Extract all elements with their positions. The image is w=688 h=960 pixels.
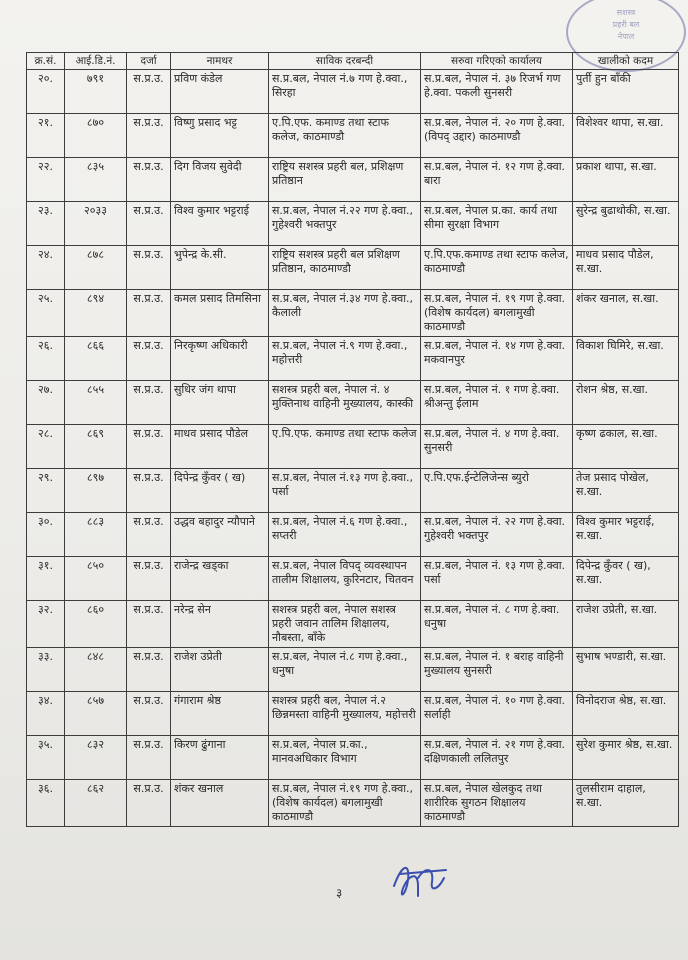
serial-cell: २८.	[27, 425, 65, 469]
rank-cell: स.प्र.उ.	[127, 469, 171, 513]
id-cell: ८६०	[65, 601, 127, 648]
serial-cell: २७.	[27, 381, 65, 425]
rank-cell: स.प्र.उ.	[127, 601, 171, 648]
name-cell: भुपेन्द्र के.सी.	[171, 246, 269, 290]
transferred-office-cell: स.प्र.बल, नेपाल नं. १ गण हे.क्वा. श्रीअन्तु ईलाम	[421, 381, 573, 425]
header-transferred-office: सरुवा गरिएको कार्यालय	[421, 53, 573, 70]
previous-post-cell: राष्ट्रिय सशस्त्र प्रहरी बल प्रशिक्षण प्रतिष्ठान, काठमाण्डौ	[269, 246, 421, 290]
vacancy-cell: विश्व कुमार भट्टराई, स.खा.	[573, 513, 679, 557]
stamp-line: प्रहरी बल	[612, 20, 640, 29]
name-cell: निरकृष्ण अधिकारी	[171, 337, 269, 381]
table-row	[27, 469, 679, 513]
header-serial: क्र.सं.	[27, 53, 65, 70]
page-number: ३	[336, 886, 343, 900]
transferred-office-cell: स.प्र.बल, नेपाल नं. १४ गण हे.क्वा. मकवानपुर	[421, 337, 573, 381]
header-previous-post: साविक दरबन्दी	[269, 53, 421, 70]
rank-cell: स.प्र.उ.	[127, 648, 171, 692]
serial-cell: २५.	[27, 290, 65, 337]
previous-post-cell: स.प्र.बल, नेपाल नं.६ गण हे.क्वा., सप्तरी	[269, 513, 421, 557]
id-cell: ८४८	[65, 648, 127, 692]
rank-cell: स.प्र.उ.	[127, 780, 171, 827]
vacancy-cell: विकाश घिमिरे, स.खा.	[573, 337, 679, 381]
table-row	[27, 158, 679, 202]
serial-cell: ३१.	[27, 557, 65, 601]
table-row	[27, 425, 679, 469]
name-cell: उद्धव बहादुर न्यौपाने	[171, 513, 269, 557]
vacancy-cell: पुर्ती हुन बाँकी	[573, 70, 679, 114]
table-row	[27, 246, 679, 290]
vacancy-cell: सुरेश कुमार श्रेष्ठ, स.खा.	[573, 736, 679, 780]
vacancy-cell: सुभाष भण्डारी, स.खा.	[573, 648, 679, 692]
transferred-office-cell: स.प्र.बल, नेपाल नं. १९ गण हे.क्वा. (विशेष कार्यदल) बगलामुखी काठमाण्डौ	[421, 290, 573, 337]
id-cell: ८९४	[65, 290, 127, 337]
rank-cell: स.प्र.उ.	[127, 202, 171, 246]
transferred-office-cell: स.प्र.बल, नेपाल नं. १ बराह वाहिनी मुख्यालय सुनसरी	[421, 648, 573, 692]
previous-post-cell: सशस्त्र प्रहरी बल, नेपाल सशस्त्र प्रहरी जवान तालिम शिक्षालय, नौबस्ता, बाँके	[269, 601, 421, 648]
table-row	[27, 202, 679, 246]
previous-post-cell: स.प्र.बल, नेपाल विपद् व्यवस्थापन तालीम शिक्षालय, कुरिनटार, चितवन	[269, 557, 421, 601]
table-row	[27, 337, 679, 381]
id-cell: ८७०	[65, 114, 127, 158]
rank-cell: स.प्र.उ.	[127, 381, 171, 425]
id-cell: ७९१	[65, 70, 127, 114]
rank-cell: स.प्र.उ.	[127, 337, 171, 381]
name-cell: नरेन्द्र सेन	[171, 601, 269, 648]
transferred-office-cell: स.प्र.बल, नेपाल प्र.का. कार्य तथा सीमा सुरक्षा विभाग	[421, 202, 573, 246]
transferred-office-cell: ए.पि.एफ.कमाण्ड तथा स्टाफ कलेज, काठमाण्डौ	[421, 246, 573, 290]
table-row	[27, 736, 679, 780]
table-row	[27, 290, 679, 337]
id-cell: ८५०	[65, 557, 127, 601]
name-cell: शंकर खनाल	[171, 780, 269, 827]
name-cell: प्रविण कंडेल	[171, 70, 269, 114]
serial-cell: २६.	[27, 337, 65, 381]
serial-cell: २३.	[27, 202, 65, 246]
rank-cell: स.प्र.उ.	[127, 557, 171, 601]
header-id: आई.डि.नं.	[65, 53, 127, 70]
serial-cell: २२.	[27, 158, 65, 202]
table-row	[27, 513, 679, 557]
transferred-office-cell: स.प्र.बल, नेपाल नं. ४ गण हे.क्वा. सुनसरी	[421, 425, 573, 469]
id-cell: ८३२	[65, 736, 127, 780]
serial-cell: ३६.	[27, 780, 65, 827]
vacancy-cell: विशेश्वर थापा, स.खा.	[573, 114, 679, 158]
name-cell: गंगाराम श्रेष्ठ	[171, 692, 269, 736]
vacancy-cell: दिपेन्द्र कुँवर ( ख), स.खा.	[573, 557, 679, 601]
vacancy-cell: विनोदराज श्रेष्ठ, स.खा.	[573, 692, 679, 736]
table-row	[27, 381, 679, 425]
serial-cell: ३४.	[27, 692, 65, 736]
serial-cell: ३२.	[27, 601, 65, 648]
id-cell: ८७८	[65, 246, 127, 290]
previous-post-cell: स.प्र.बल, नेपाल नं.१३ गण हे.क्वा., पर्सा	[269, 469, 421, 513]
previous-post-cell: ए.पि.एफ. कमाण्ड तथा स्टाफ कलेज	[269, 425, 421, 469]
id-cell: ८६६	[65, 337, 127, 381]
rank-cell: स.प्र.उ.	[127, 70, 171, 114]
table-row	[27, 601, 679, 648]
previous-post-cell: स.प्र.बल, नेपाल नं.३४ गण हे.क्वा., कैलाली	[269, 290, 421, 337]
previous-post-cell: स.प्र.बल, नेपाल प्र.का., मानवअधिकार विभाग	[269, 736, 421, 780]
header-rank: दर्जा	[127, 53, 171, 70]
vacancy-cell: माधव प्रसाद पौडेल, स.खा.	[573, 246, 679, 290]
previous-post-cell: स.प्र.बल, नेपाल नं.९ गण हे.क्वा., महोत्तरी	[269, 337, 421, 381]
id-cell: ८६२	[65, 780, 127, 827]
id-cell: ८६९	[65, 425, 127, 469]
rank-cell: स.प्र.उ.	[127, 290, 171, 337]
serial-cell: ३५.	[27, 736, 65, 780]
rank-cell: स.प्र.उ.	[127, 246, 171, 290]
previous-post-cell: सशस्त्र प्रहरी बल, नेपाल नं. ४ मुक्तिनाथ वाहिनी मुख्यालय, कास्की	[269, 381, 421, 425]
id-cell: २०३३	[65, 202, 127, 246]
previous-post-cell: स.प्र.बल, नेपाल नं.८ गण हे.क्वा., धनुषा	[269, 648, 421, 692]
rank-cell: स.प्र.उ.	[127, 425, 171, 469]
vacancy-cell: राजेश उप्रेती, स.खा.	[573, 601, 679, 648]
signature	[388, 856, 458, 908]
vacancy-cell: तेज प्रसाद पोखेल, स.खा.	[573, 469, 679, 513]
rank-cell: स.प्र.उ.	[127, 513, 171, 557]
transferred-office-cell: स.प्र.बल, नेपाल खेलकुद तथा शारीरिक सुगठन शिक्षालय काठमाण्डौ	[421, 780, 573, 827]
id-cell: ८३५	[65, 158, 127, 202]
table-row	[27, 114, 679, 158]
table-body	[27, 70, 679, 827]
id-cell: ८५५	[65, 381, 127, 425]
table-header	[27, 53, 679, 70]
table-row	[27, 648, 679, 692]
vacancy-cell: तुलसीराम दाहाल, स.खा.	[573, 780, 679, 827]
rank-cell: स.प्र.उ.	[127, 114, 171, 158]
vacancy-cell: प्रकाश थापा, स.खा.	[573, 158, 679, 202]
serial-cell: २०.	[27, 70, 65, 114]
vacancy-cell: कृष्ण ढकाल, स.खा.	[573, 425, 679, 469]
serial-cell: २९.	[27, 469, 65, 513]
transferred-office-cell: ए.पि.एफ.ईन्टेलिजेन्स ब्युरो	[421, 469, 573, 513]
name-cell: कमल प्रसाद तिमसिना	[171, 290, 269, 337]
previous-post-cell: स.प्र.बल, नेपाल नं.७ गण हे.क्वा., सिरहा	[269, 70, 421, 114]
name-cell: राजेन्द्र खड्का	[171, 557, 269, 601]
serial-cell: २४.	[27, 246, 65, 290]
stamp-line: सशस्त्र	[616, 8, 636, 17]
transferred-office-cell: स.प्र.बल, नेपाल नं. २२ गण हे.क्वा. गुहेश्वरी भक्तपुर	[421, 513, 573, 557]
name-cell: दिग विजय सुवेदी	[171, 158, 269, 202]
name-cell: किरण ढुंगाना	[171, 736, 269, 780]
transferred-office-cell: स.प्र.बल, नेपाल नं. १० गण हे.क्वा. सर्लाही	[421, 692, 573, 736]
transferred-office-cell: स.प्र.बल, नेपाल नं. २१ गण हे.क्वा. दक्षिणकाली ललितपुर	[421, 736, 573, 780]
id-cell: ८५७	[65, 692, 127, 736]
vacancy-cell: शंकर खनाल, स.खा.	[573, 290, 679, 337]
table-row	[27, 557, 679, 601]
stamp-line: नेपाल	[617, 32, 635, 41]
id-cell: ८८३	[65, 513, 127, 557]
transferred-office-cell: स.प्र.बल, नेपाल नं. १३ गण हे.क्वा. पर्सा	[421, 557, 573, 601]
transferred-office-cell: स.प्र.बल, नेपाल नं. ८ गण हे.क्वा. धनुषा	[421, 601, 573, 648]
name-cell: दिपेन्द्र कुँवर ( ख)	[171, 469, 269, 513]
id-cell: ८९७	[65, 469, 127, 513]
transferred-office-cell: स.प्र.बल, नेपाल नं. ३७ रिजर्भ गण हे.क्वा. पकली सुनसरी	[421, 70, 573, 114]
previous-post-cell: राष्ट्रिय सशस्त्र प्रहरी बल, प्रशिक्षण प्रतिष्ठान	[269, 158, 421, 202]
transferred-office-cell: स.प्र.बल, नेपाल नं. २० गण हे.क्वा. (विपद् उद्दार) काठमाण्डौ	[421, 114, 573, 158]
name-cell: विश्व कुमार भट्टराई	[171, 202, 269, 246]
serial-cell: २१.	[27, 114, 65, 158]
previous-post-cell: स.प्र.बल, नेपाल नं.२२ गण हे.क्वा., गुहेश्वरी भक्तपुर	[269, 202, 421, 246]
transfer-table	[26, 52, 679, 827]
rank-cell: स.प्र.उ.	[127, 692, 171, 736]
table-row	[27, 692, 679, 736]
serial-cell: ३३.	[27, 648, 65, 692]
rank-cell: स.प्र.उ.	[127, 158, 171, 202]
table-row	[27, 780, 679, 827]
name-cell: सुधिर जंग थापा	[171, 381, 269, 425]
vacancy-cell: सुरेन्द्र बुढाथोकी, स.खा.	[573, 202, 679, 246]
previous-post-cell: सशस्त्र प्रहरी बल, नेपाल नं.२ छिन्नमस्ता वाहिनी मुख्यालय, महोत्तरी	[269, 692, 421, 736]
name-cell: विष्णु प्रसाद भट्ट	[171, 114, 269, 158]
vacancy-cell: रोशन श्रेष्ठ, स.खा.	[573, 381, 679, 425]
name-cell: राजेश उप्रेती	[171, 648, 269, 692]
header-vacancy: खालीको कदम	[573, 53, 679, 70]
previous-post-cell: ए.पि.एफ. कमाण्ड तथा स्टाफ कलेज, काठमाण्डौ	[269, 114, 421, 158]
serial-cell: ३०.	[27, 513, 65, 557]
name-cell: माधव प्रसाद पौडेल	[171, 425, 269, 469]
table-row	[27, 70, 679, 114]
previous-post-cell: स.प्र.बल, नेपाल नं.१९ गण हे.क्वा., (विशेष कार्यदल) बगलामुखी काठमाण्डौ	[269, 780, 421, 827]
rank-cell: स.प्र.उ.	[127, 736, 171, 780]
header-name: नामथर	[171, 53, 269, 70]
transferred-office-cell: स.प्र.बल, नेपाल नं. १२ गण हे.क्वा. बारा	[421, 158, 573, 202]
